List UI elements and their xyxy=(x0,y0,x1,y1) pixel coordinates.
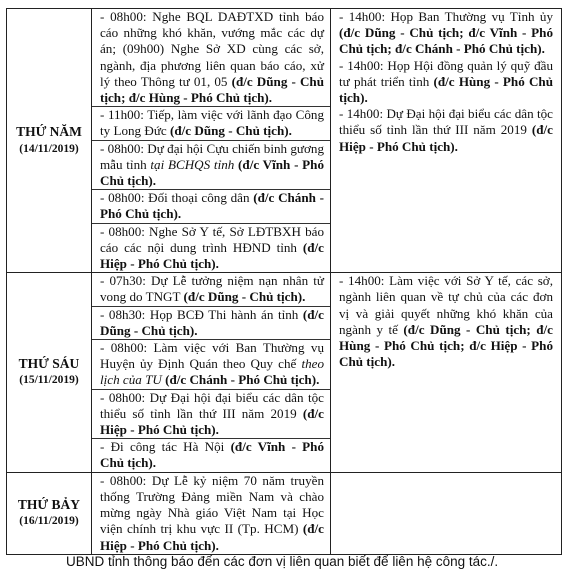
afternoon-cell xyxy=(331,472,562,554)
event-leader: (đ/c Dũng - Chủ tịch). xyxy=(100,306,324,338)
schedule-row xyxy=(7,273,562,472)
event-leader: (đ/c Dũng - Chủ tịch). xyxy=(170,123,292,139)
day-name: THỨ NĂM xyxy=(16,124,82,140)
morning-cell xyxy=(92,273,331,472)
event-text: - Đi công tác Hà Nội xyxy=(100,439,231,455)
event-text: - 07h30: Dự Lễ tưởng niệm nạn nhân tử vong do TNGT xyxy=(100,273,324,305)
event-text: - 14h00: Họp Ban Thường vụ Tỉnh ủy xyxy=(339,9,553,24)
event-text: - 08h00: Nghe BQL DAĐTXD tỉnh báo cáo những khó khăn, vướng mắc các dự án; (09h00) Nghe Sở XD cùng các sở, ngành, địa phương liên quan báo cáo, xử lý theo Thông tư 01, 05 xyxy=(100,9,324,89)
event-text: - 14h00: Dự Đại hội đại biểu các dân tộc thiểu số tỉnh lần thứ III năm 2019 xyxy=(339,106,553,138)
afternoon-item xyxy=(331,9,561,58)
event-leader: (đ/c Dũng - Chủ tịch). xyxy=(183,289,306,305)
morning-item xyxy=(92,473,330,554)
day-cell xyxy=(7,273,92,472)
morning-cell xyxy=(92,472,331,554)
event-leader: (đ/c Chánh - Phó Chủ tịch). xyxy=(100,190,324,222)
event-location: theo lịch của TU xyxy=(100,356,324,388)
schedule-row xyxy=(7,9,562,273)
event-text: - 08h00: Làm việc với Ban Thường vụ Huyện ủy Định Quán theo Quy chế xyxy=(100,340,324,372)
event-text: - 14h00: Họp Hội đồng quản lý quỹ đầu tư phát triển tỉnh xyxy=(339,57,553,89)
morning-cell xyxy=(92,9,331,273)
afternoon-cell xyxy=(331,9,562,273)
event-leader: (đ/c Hiệp - Phó Chủ tịch). xyxy=(100,239,324,272)
morning-item xyxy=(92,273,330,306)
event-leader: (đ/c Hiệp - Phó Chủ tịch). xyxy=(339,122,553,154)
event-text: - 08h00: Nghe Sở Y tế, Sở LĐTBXH báo cáo các nội dung trình HĐND tỉnh xyxy=(100,223,324,255)
morning-item xyxy=(92,390,330,440)
afternoon-cell xyxy=(331,273,562,472)
morning-item xyxy=(92,190,330,223)
afternoon-item xyxy=(331,106,561,155)
day-name: THỨ BẢY xyxy=(17,496,81,512)
event-text: - 08h00: Dự Lễ kỷ niệm 70 năm truyền thống Trường Đảng miền Nam và chào mừng ngày Nhà giáo Việt Nam tại Học viện chính trị khu vực II (Tp. HCM) xyxy=(100,472,324,537)
morning-item xyxy=(92,307,330,340)
day-date: (14/11/2019) xyxy=(19,142,79,155)
day-cell xyxy=(7,472,92,554)
morning-item xyxy=(92,439,330,471)
morning-item xyxy=(92,340,330,390)
event-leader: (đ/c Vĩnh - Phó Chủ tịch). xyxy=(100,156,325,189)
event-text: - 08h00: Dự Đại hội đại biểu các dân tộc thiểu số tỉnh lần thứ III năm 2019 xyxy=(100,389,324,421)
footer-note: UBND tỉnh thông báo đến các đơn vị liên quan biết để liên hệ công tác./. xyxy=(66,554,499,569)
event-leader: (đ/c Chánh - Phó Chủ tịch). xyxy=(161,372,320,388)
day-name: THỨ SÁU xyxy=(18,356,80,372)
day-cell xyxy=(7,9,92,273)
event-leader: (đ/c Dũng - Chủ tịch; đ/c Hùng - Phó Chủ tịch). xyxy=(100,73,324,106)
day-date: (15/11/2019) xyxy=(19,374,79,387)
event-location: tại BCHQS tỉnh xyxy=(150,156,235,172)
afternoon-item xyxy=(331,273,561,370)
event-text: - 08h30: Họp BCĐ Thi hành án tỉnh xyxy=(100,306,303,322)
event-text: - 14h00: Làm việc với Sở Y tế, các sở, ngành liên quan về tự chủ của các đơn vị và giải quyết những khó khăn của ngành y tế xyxy=(339,273,553,337)
morning-item xyxy=(92,141,330,191)
event-text: - 11h00: Tiếp, làm việc với lãnh đạo Công ty Long Đức xyxy=(100,107,324,139)
event-leader: (đ/c Vĩnh - Phó Chủ tịch). xyxy=(100,439,325,471)
morning-item xyxy=(92,9,330,107)
event-leader: (đ/c Dũng - Chủ tịch; đ/c Hùng - Phó Chủ tịch; đ/c Hiệp - Phó Chủ tịch). xyxy=(339,321,553,370)
event-leader: (đ/c Hùng - Phó Chủ tịch). xyxy=(339,73,553,106)
morning-item xyxy=(92,107,330,140)
afternoon-item xyxy=(331,58,561,107)
morning-item xyxy=(92,224,330,273)
event-leader: (đ/c Dũng - Chủ tịch; đ/c Vĩnh - Phó Chủ tịch; đ/c Chánh - Phó Chủ tịch). xyxy=(339,25,553,57)
event-text: - 08h00: Dự đại hội Cựu chiến binh gương mẫu tỉnh xyxy=(100,140,324,172)
day-date: (16/11/2019) xyxy=(19,515,79,528)
schedule-table xyxy=(6,8,562,555)
event-leader: (đ/c Hiệp - Phó Chủ tịch). xyxy=(100,405,324,438)
event-text: - 08h00: Đối thoại công dân xyxy=(100,190,254,206)
schedule-row xyxy=(7,472,562,554)
event-leader: (đ/c Hiệp - Phó Chủ tịch). xyxy=(100,521,324,553)
